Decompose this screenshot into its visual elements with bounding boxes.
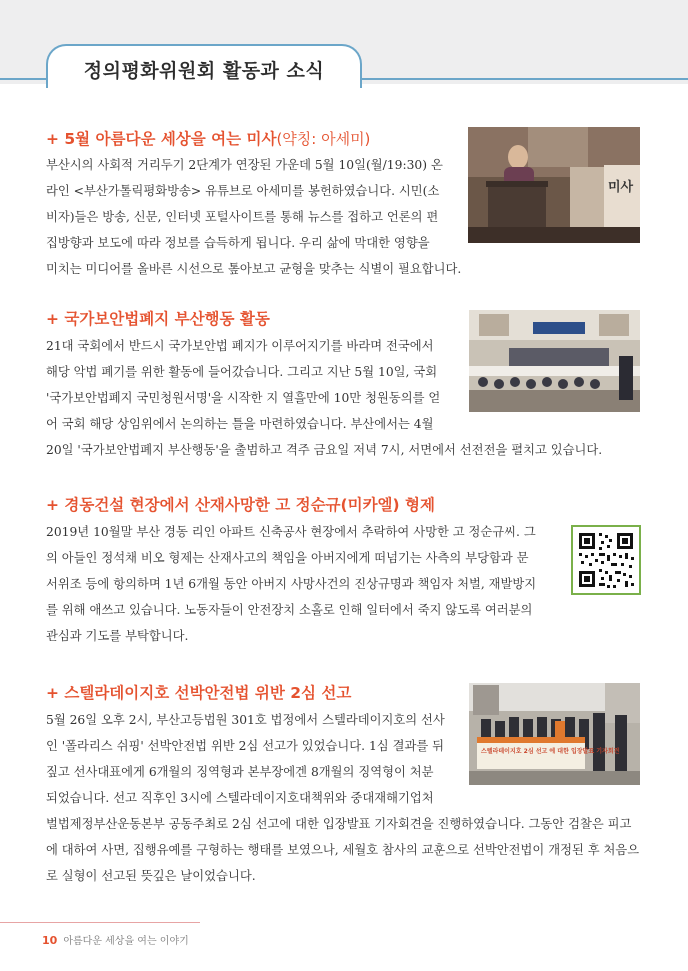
footer-rule (0, 922, 200, 923)
footer (42, 932, 189, 947)
press-conference-image (469, 683, 640, 785)
section-title-security-law: + 국가보안법폐지 부산행동 활동 (46, 310, 270, 328)
footer-text: 아름다운 세상을 여는 이야기 (63, 936, 189, 947)
mass-sign-text: 미사 (608, 180, 634, 195)
qr-code-image (573, 527, 639, 593)
section-body-stella-daisy: 5월 26일 오후 2시, 부산고등법원 301호 법정에서 스텔라데이지호의 선사 인 '폴라리스 쉬핑' 선박안전법 위반 2심 선고가 있었습니다. 1심 결과를 뒤 짚고 선사대표에게 6개월의 징역형과 본부장에겐 8개월의 징역형이 처분 되었습니다. 선고 직후인 3시에 스텔라데이지호대책위와 중대재해기업처 벌법제정부산운동본부 공동주최로 2심 선고에 대한 입장발표 기자회견을 진행하였습니다. 그동안 검찰은 피고 에 대하여 사면, 집행유예를 구형하는 행태를 보였으나, 세월호 참사의 교훈으로 선박안전법이 개정된 후 처음으 로 실형이 선고된 뜻깊은 날이었습니다. (46, 713, 640, 883)
mass-photo-image (468, 127, 640, 243)
banner-text: 스텔라데이지호 2심 선고 에 대한 입장발표 기자회견 (481, 748, 620, 755)
meeting-photo (469, 310, 640, 412)
section-title-mass: + 5월 아름다운 세상을 여는 미사(약칭: 아세미) (46, 130, 371, 148)
mass-photo (468, 127, 640, 243)
qr-code-icon[interactable] (571, 525, 641, 595)
page-number: 10 (42, 934, 58, 947)
meeting-photo-image (469, 310, 640, 412)
press-conference-photo (469, 683, 640, 785)
page-title: 정의평화위원회 활동과 소식 (83, 60, 325, 82)
header-tab (46, 44, 362, 88)
section-body-security-law: 21대 국회에서 반드시 국가보안법 폐지가 이루어지기를 바라며 전국에서 해당 악법 폐기를 위한 활동에 들어갔습니다. 그리고 지난 5월 10일, 국회 '국가보안법폐지 국민청원서명'을 시작한 지 열흘만에 10만 청원동의를 얻 어 국회 해당 상임위에서 논의하는 틀을 마련하였습니다. 부산에서는 4월 20일 '국가보안법폐지 부산행동'을 출범하고 격주 금요일 저녁 7시, 서면에서 선전전을 펼치고 있습니다. (46, 339, 603, 457)
section-title-stella-daisy: + 스텔라데이지호 선박안전법 위반 2심 선고 (46, 684, 352, 702)
section-title-industrial-death: + 경동건설 현장에서 산재사망한 고 정순규(미카엘) 형제 (46, 496, 435, 514)
section-body-industrial-death: 2019년 10월말 부산 경동 리인 아파트 신축공사 현장에서 추락하여 사망한 고 정순규씨. 그 의 아들인 정석채 비오 형제는 산재사고의 책임을 아버지에게 떠넘기는 사측의 부당함과 문 서위조 등에 항의하며 1년 6개월 동안 아버지 사망사건의 진상규명과 책임자 처벌, 재발방지 를 위해 애쓰고 있습니다. 노동자들이 안전장치 소홀로 인해 일터에서 죽지 않도록 여러분의 관심과 기도를 부탁합니다. (46, 525, 537, 643)
section-body-mass: 부산시의 사회적 거리두기 2단계가 연장된 가운데 5월 10일(월/19:30) 온 라인 <부산가톨릭평화방송> 유튜브로 아세미를 봉헌하였습니다. 시민(소 비자)들은 방송, 신문, 인터넷 포털사이트를 통해 뉴스를 접하고 언론의 편 집방향과 보도에 따라 정보를 습득하게 됩니다. 우리 삶에 막대한 영향을 미치는 미디어를 올바른 시선으로 톺아보고 균형을 맞추는 식별이 필요합니다. (46, 158, 462, 276)
